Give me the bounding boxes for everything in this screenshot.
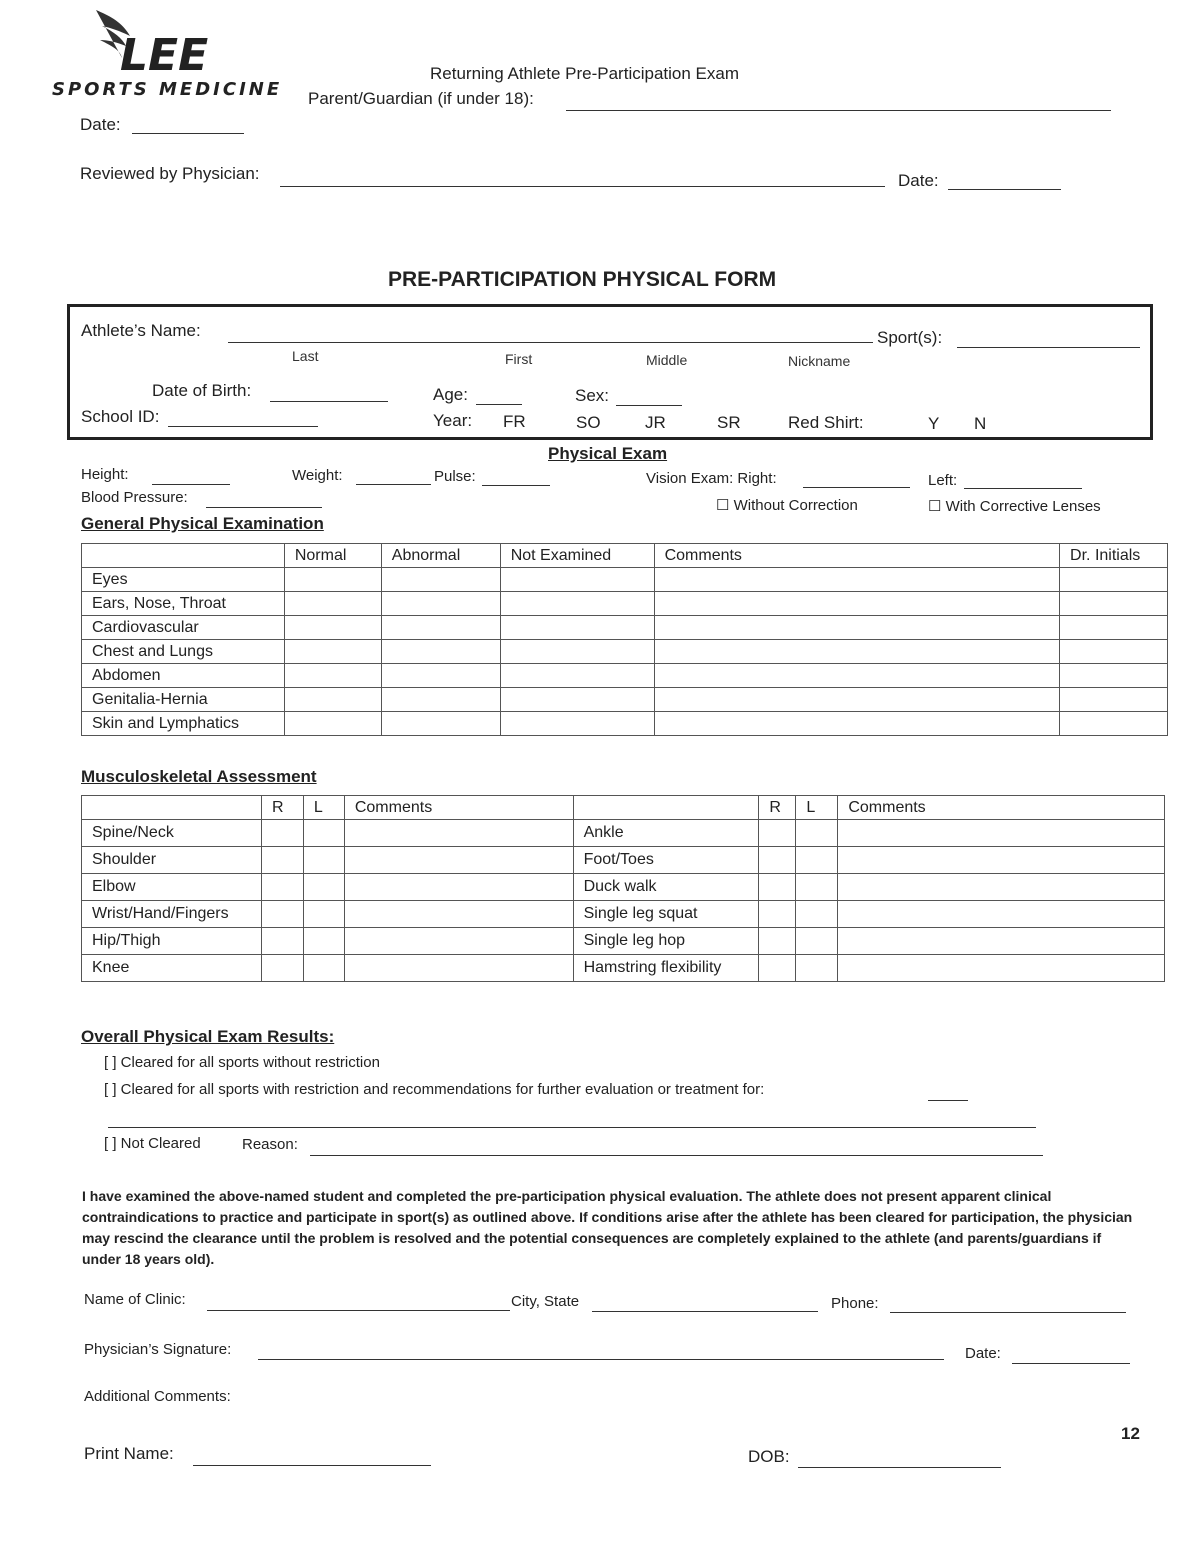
name-sub-middle: Middle: [646, 352, 688, 368]
page-number: 12: [1121, 1424, 1140, 1443]
comments-cell[interactable]: [344, 901, 573, 928]
abnormal-cell[interactable]: [381, 568, 500, 592]
dr-initials-cell[interactable]: [1060, 592, 1168, 616]
row-label-left: Shoulder: [82, 847, 262, 874]
header-cell: [82, 796, 262, 820]
row-label-left: Knee: [82, 955, 262, 982]
msk-row: [82, 874, 1165, 901]
comments-cell[interactable]: [838, 847, 1165, 874]
dr-initials-cell[interactable]: [1060, 568, 1168, 592]
r-cell[interactable]: [759, 928, 796, 955]
print-name-field[interactable]: [193, 1465, 431, 1466]
general-exam-row: [82, 568, 1168, 592]
normal-cell[interactable]: [284, 592, 381, 616]
row-label-right: Foot/Toes: [573, 847, 759, 874]
restriction-field-line-2[interactable]: [108, 1127, 1036, 1128]
normal-cell[interactable]: [284, 640, 381, 664]
reviewed-date-label: Date:: [898, 171, 939, 190]
signature-date-field[interactable]: [1012, 1363, 1130, 1364]
redshirt-label: Red Shirt:: [788, 413, 864, 432]
header-comments: Comments: [838, 796, 1165, 820]
header-r: R: [759, 796, 796, 820]
comments-cell[interactable]: [838, 955, 1165, 982]
comments-cell[interactable]: [344, 820, 573, 847]
r-cell[interactable]: [261, 874, 303, 901]
row-label-right: Single leg squat: [573, 901, 759, 928]
l-cell[interactable]: [796, 928, 838, 955]
comments-cell[interactable]: [344, 847, 573, 874]
abnormal-cell[interactable]: [381, 640, 500, 664]
athlete-name-label: Athlete’s Name:: [81, 321, 201, 340]
general-exam-row: [82, 712, 1168, 736]
header-comments: Comments: [344, 796, 573, 820]
with-lenses-option[interactable]: [928, 497, 1101, 515]
sport-field[interactable]: [957, 347, 1140, 348]
parent-guardian-field[interactable]: [566, 110, 1111, 111]
msk-table: [81, 795, 1165, 982]
date-label: Date:: [80, 115, 121, 134]
reviewed-by-label: Reviewed by Physician:: [80, 164, 260, 183]
abnormal-cell[interactable]: [381, 616, 500, 640]
name-sub-last: Last: [292, 348, 319, 364]
msk-row: [82, 847, 1165, 874]
not-examined-cell[interactable]: [500, 688, 654, 712]
blood-pressure-field[interactable]: [206, 507, 322, 508]
vision-right-label: Vision Exam: Right:: [646, 470, 777, 487]
l-cell[interactable]: [303, 874, 344, 901]
physical-exam-title: Physical Exam: [548, 444, 668, 463]
general-exam-row: [82, 664, 1168, 688]
msk-row: [82, 955, 1165, 982]
r-cell[interactable]: [261, 955, 303, 982]
abnormal-cell[interactable]: [381, 592, 500, 616]
checkbox-icon[interactable]: ☐: [928, 498, 942, 515]
row-label: Cardiovascular: [82, 616, 285, 640]
msk-row: [82, 901, 1165, 928]
dr-initials-cell[interactable]: [1060, 640, 1168, 664]
pulse-field[interactable]: [482, 485, 550, 486]
not-cleared-option[interactable]: [ ] Not Cleared: [104, 1135, 201, 1152]
year-option-sr[interactable]: SR: [717, 413, 741, 432]
reason-label: Reason:: [242, 1136, 298, 1153]
dr-initials-cell[interactable]: [1060, 712, 1168, 736]
general-exam-title: General Physical Examination: [81, 514, 324, 533]
header-l: L: [303, 796, 344, 820]
cleared-with-restriction-option[interactable]: [ ] Cleared for all sports with restriction and recommendations for further evaluation or treatment for:: [104, 1081, 765, 1098]
r-cell[interactable]: [759, 901, 796, 928]
row-label-right: Ankle: [573, 820, 759, 847]
name-sub-first: First: [505, 351, 533, 367]
r-cell[interactable]: [759, 820, 796, 847]
msk-row: [82, 928, 1165, 955]
row-label-left: Hip/Thigh: [82, 928, 262, 955]
sex-label: Sex:: [575, 386, 610, 405]
lee-logo-mark: [92, 6, 222, 76]
r-cell[interactable]: [759, 955, 796, 982]
not-examined-cell[interactable]: [500, 712, 654, 736]
l-cell[interactable]: [796, 874, 838, 901]
city-state-label: City, State: [511, 1293, 580, 1310]
r-cell[interactable]: [261, 928, 303, 955]
year-label: Year:: [433, 411, 473, 430]
dr-initials-cell[interactable]: [1060, 664, 1168, 688]
row-label: Ears, Nose, Throat: [82, 592, 285, 616]
year-option-fr[interactable]: FR: [503, 412, 526, 431]
general-exam-row: [82, 616, 1168, 640]
header-comments: Comments: [654, 544, 1059, 568]
year-option-jr[interactable]: JR: [645, 413, 666, 432]
row-label: Genitalia-Hernia: [82, 688, 285, 712]
general-exam-row: [82, 640, 1168, 664]
comments-cell[interactable]: [654, 688, 1059, 712]
abnormal-cell[interactable]: [381, 688, 500, 712]
without-correction-label: Without Correction: [733, 497, 858, 514]
comments-cell[interactable]: [654, 664, 1059, 688]
row-label-left: Elbow: [82, 874, 262, 901]
msk-header-row: [82, 796, 1165, 820]
print-name-label: Print Name:: [84, 1444, 174, 1463]
r-cell[interactable]: [261, 901, 303, 928]
athlete-name-field[interactable]: [228, 342, 873, 343]
signature-date-label: Date:: [965, 1345, 1001, 1362]
redshirt-no[interactable]: N: [974, 414, 987, 433]
checkbox-icon[interactable]: ☐: [716, 497, 730, 514]
without-correction-option[interactable]: [716, 496, 858, 514]
comments-cell[interactable]: [654, 568, 1059, 592]
redshirt-yes[interactable]: Y: [928, 414, 940, 433]
form-title: PRE-PARTICIPATION PHYSICAL FORM: [388, 268, 777, 291]
vision-left-field[interactable]: [964, 488, 1082, 489]
general-exam-row: [82, 688, 1168, 712]
logo-text: SPORTS MEDICINE: [52, 79, 283, 100]
l-cell[interactable]: [796, 955, 838, 982]
cleared-option[interactable]: [ ] Cleared for all sports without restriction: [104, 1054, 380, 1071]
age-label: Age:: [433, 385, 468, 404]
phone-label: Phone:: [831, 1295, 879, 1312]
l-cell[interactable]: [303, 901, 344, 928]
comments-cell[interactable]: [838, 901, 1165, 928]
year-option-so[interactable]: SO: [576, 413, 601, 432]
dr-initials-cell[interactable]: [1060, 688, 1168, 712]
row-label-left: Wrist/Hand/Fingers: [82, 901, 262, 928]
l-cell[interactable]: [303, 955, 344, 982]
header-l: L: [796, 796, 838, 820]
vision-left-label: Left:: [928, 472, 958, 489]
city-state-field[interactable]: [592, 1311, 818, 1312]
header-cell: [82, 544, 285, 568]
results-title: Overall Physical Exam Results:: [81, 1027, 335, 1046]
not-examined-cell[interactable]: [500, 664, 654, 688]
l-cell[interactable]: [796, 820, 838, 847]
row-label-right: Single leg hop: [573, 928, 759, 955]
height-field[interactable]: [152, 484, 230, 485]
comments-cell[interactable]: [654, 616, 1059, 640]
row-label: Skin and Lymphatics: [82, 712, 285, 736]
general-exam-header-row: [82, 544, 1168, 568]
phone-field[interactable]: [890, 1312, 1126, 1313]
row-label: Eyes: [82, 568, 285, 592]
comments-cell[interactable]: [344, 874, 573, 901]
comments-cell[interactable]: [838, 928, 1165, 955]
name-sub-nickname: Nickname: [788, 353, 851, 369]
normal-cell[interactable]: [284, 688, 381, 712]
sport-label: Sport(s):: [877, 328, 943, 347]
reviewed-date-field[interactable]: [948, 189, 1061, 190]
attestation-paragraph: I have examined the above-named student and completed the pre-participation physical evaluation. The athlete does not present apparent clinical contraindications to practice and participate in sport(s) as outlined above. If conditions arise after the athlete has been cleared for participation, the physician may rescind the clearance until the problem is resolved and the potential consequences are completely explained to the athlete (and parents/guardians if under 18 years old).: [82, 1188, 1133, 1267]
header-cell: [573, 796, 759, 820]
normal-cell[interactable]: [284, 664, 381, 688]
msk-title: Musculoskeletal Assessment: [81, 767, 317, 786]
vision-right-field[interactable]: [803, 487, 910, 488]
athlete-info-box: [67, 304, 1153, 440]
dr-initials-cell[interactable]: [1060, 616, 1168, 640]
normal-cell[interactable]: [284, 712, 381, 736]
comments-cell[interactable]: [654, 712, 1059, 736]
not-examined-cell[interactable]: [500, 568, 654, 592]
comments-cell[interactable]: [838, 820, 1165, 847]
abnormal-cell[interactable]: [381, 712, 500, 736]
with-lenses-label: With Corrective Lenses: [945, 498, 1101, 515]
r-cell[interactable]: [261, 847, 303, 874]
footer-dob-label: DOB:: [748, 1447, 790, 1466]
dob-field[interactable]: [270, 401, 388, 402]
additional-comments-label: Additional Comments:: [84, 1388, 231, 1405]
comments-cell[interactable]: [344, 955, 573, 982]
clinic-label: Name of Clinic:: [84, 1291, 186, 1308]
r-cell[interactable]: [759, 847, 796, 874]
row-label: Abdomen: [82, 664, 285, 688]
weight-label: Weight:: [292, 467, 343, 484]
l-cell[interactable]: [796, 847, 838, 874]
height-label: Height:: [81, 466, 129, 483]
header-abnormal: Abnormal: [381, 544, 500, 568]
dob-label: Date of Birth:: [152, 381, 252, 400]
pulse-label: Pulse:: [434, 468, 476, 485]
header-r: R: [261, 796, 303, 820]
comments-cell[interactable]: [654, 640, 1059, 664]
general-exam-row: [82, 592, 1168, 616]
header-title: Returning Athlete Pre-Participation Exam: [430, 64, 739, 83]
header-not-examined: Not Examined: [500, 544, 654, 568]
row-label-right: Duck walk: [573, 874, 759, 901]
l-cell[interactable]: [303, 928, 344, 955]
weight-field[interactable]: [356, 484, 431, 485]
general-exam-table: [81, 543, 1168, 736]
restriction-field[interactable]: [928, 1100, 968, 1101]
header-dr-initials: Dr. Initials: [1060, 544, 1168, 568]
r-cell[interactable]: [261, 820, 303, 847]
signature-label: Physician’s Signature:: [84, 1341, 232, 1358]
msk-row: [82, 820, 1165, 847]
logo-mark-text: LEE: [120, 30, 209, 76]
header-normal: Normal: [284, 544, 381, 568]
not-examined-cell[interactable]: [500, 640, 654, 664]
row-label-left: Spine/Neck: [82, 820, 262, 847]
blood-pressure-label: Blood Pressure:: [81, 489, 188, 506]
row-label: Chest and Lungs: [82, 640, 285, 664]
abnormal-cell[interactable]: [381, 664, 500, 688]
date-field[interactable]: [132, 133, 244, 134]
signature-field[interactable]: [258, 1359, 944, 1360]
comments-cell[interactable]: [344, 928, 573, 955]
school-id-label: School ID:: [81, 407, 160, 426]
footer-dob-field[interactable]: [798, 1467, 1001, 1468]
row-label-right: Hamstring flexibility: [573, 955, 759, 982]
comments-cell[interactable]: [654, 592, 1059, 616]
l-cell[interactable]: [303, 847, 344, 874]
age-field[interactable]: [476, 404, 522, 405]
reviewed-by-field[interactable]: [280, 186, 885, 187]
clinic-field[interactable]: [207, 1310, 510, 1311]
not-examined-cell[interactable]: [500, 616, 654, 640]
l-cell[interactable]: [303, 820, 344, 847]
reason-field[interactable]: [310, 1155, 1043, 1156]
l-cell[interactable]: [796, 901, 838, 928]
comments-cell[interactable]: [838, 874, 1165, 901]
parent-guardian-label: Parent/Guardian (if under 18):: [308, 89, 534, 108]
not-examined-cell[interactable]: [500, 592, 654, 616]
sex-field[interactable]: [616, 405, 682, 406]
r-cell[interactable]: [759, 874, 796, 901]
normal-cell[interactable]: [284, 616, 381, 640]
normal-cell[interactable]: [284, 568, 381, 592]
school-id-field[interactable]: [168, 426, 318, 427]
